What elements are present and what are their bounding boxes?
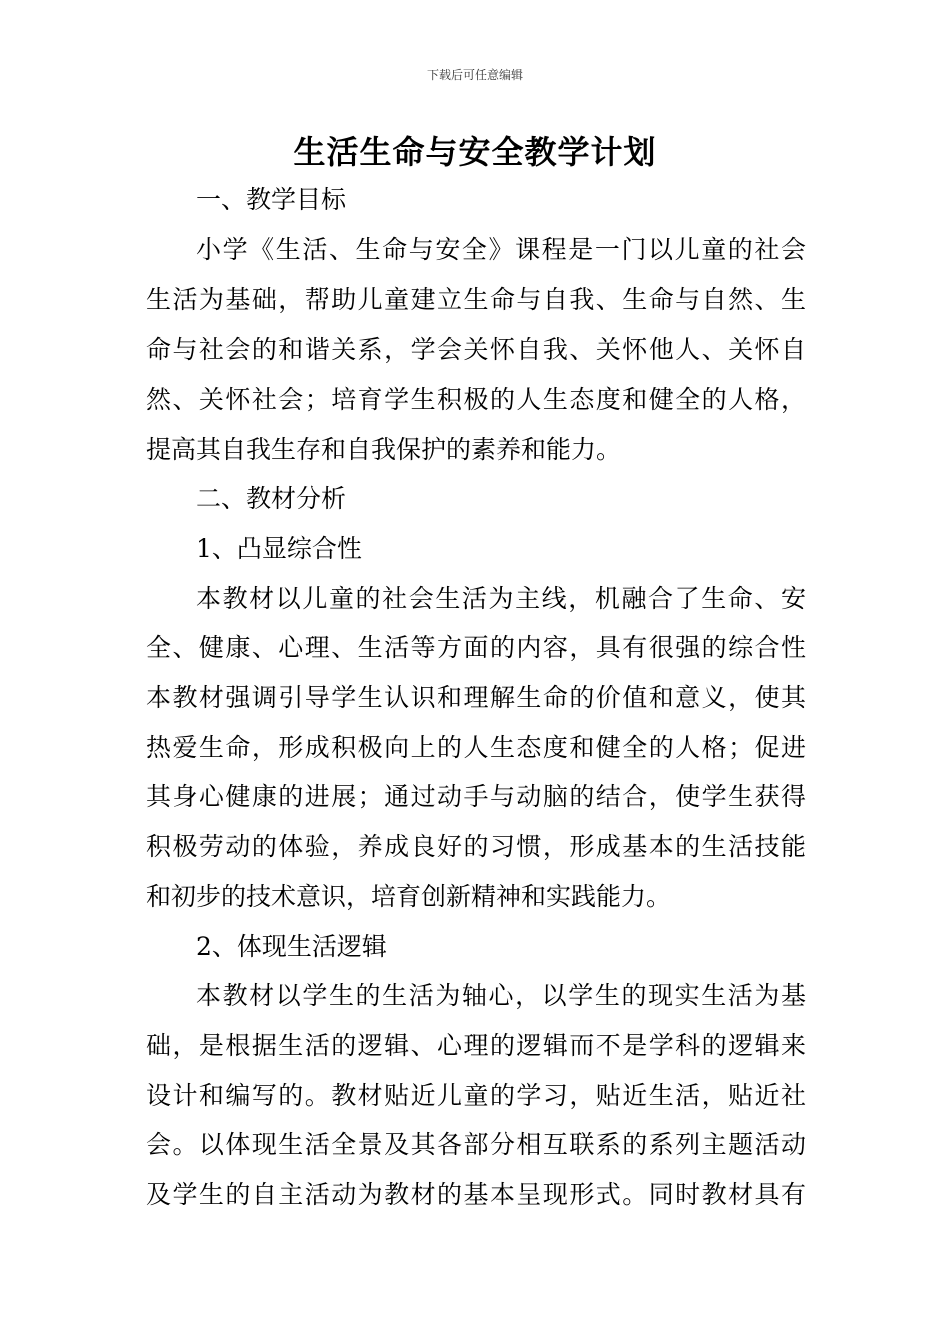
paragraph-line: 生活为基础，帮助儿童建立生命与自我、生命与自然、生: [146, 285, 806, 314]
paragraph-line: 及学生的自主活动为教材的基本呈现形式。同时教材具有: [146, 1180, 806, 1209]
section-heading: 一、教学目标: [196, 185, 347, 214]
paragraph-line: 会。以体现生活全景及其各部分相互联系的系列主题活动: [146, 1130, 806, 1159]
paragraph-line: 和初步的技术意识，培育创新精神和实践能力。: [146, 882, 672, 911]
document-title: 生活生命与安全教学计划: [293, 133, 657, 171]
paragraph-line: 本教材强调引导学生认识和理解生命的价值和意义，使其: [146, 683, 806, 712]
paragraph-line: 热爱生命，形成积极向上的人生态度和健全的人格；促进: [146, 733, 806, 762]
paragraph-line: 积极劳动的体验，养成良好的习惯，形成基本的生活技能: [146, 832, 806, 861]
paragraph-line: 命与社会的和谐关系，学会关怀自我、关怀他人、关怀自: [146, 335, 806, 364]
paragraph-line: 本教材以儿童的社会生活为主线，机融合了生命、安: [196, 584, 806, 613]
paragraph-line: 设计和编写的。教材贴近儿童的学习，贴近生活，贴近社: [146, 1081, 806, 1110]
paragraph-line: 小学《生活、生命与安全》课程是一门以儿童的社会: [196, 235, 806, 264]
subsection-heading: 1、凸显综合性: [196, 534, 362, 563]
paragraph-line: 然、关怀社会；培育学生积极的人生态度和健全的人格，: [146, 385, 806, 414]
paragraph-line: 础，是根据生活的逻辑、心理的逻辑而不是学科的逻辑来: [146, 1031, 806, 1060]
header-note: 下载后可任意编辑: [426, 68, 523, 82]
section-heading: 二、教材分析: [196, 484, 347, 513]
paragraph-line: 提高其自我生存和自我保护的素养和能力。: [146, 435, 622, 464]
paragraph-line: 本教材以学生的生活为轴心，以学生的现实生活为基: [196, 981, 806, 1010]
paragraph-line: 全、健康、心理、生活等方面的内容，具有很强的综合性: [146, 633, 806, 662]
paragraph-line: 其身心健康的进展；通过动手与动脑的结合，使学生获得: [146, 782, 806, 811]
subsection-heading: 2、体现生活逻辑: [196, 932, 387, 961]
